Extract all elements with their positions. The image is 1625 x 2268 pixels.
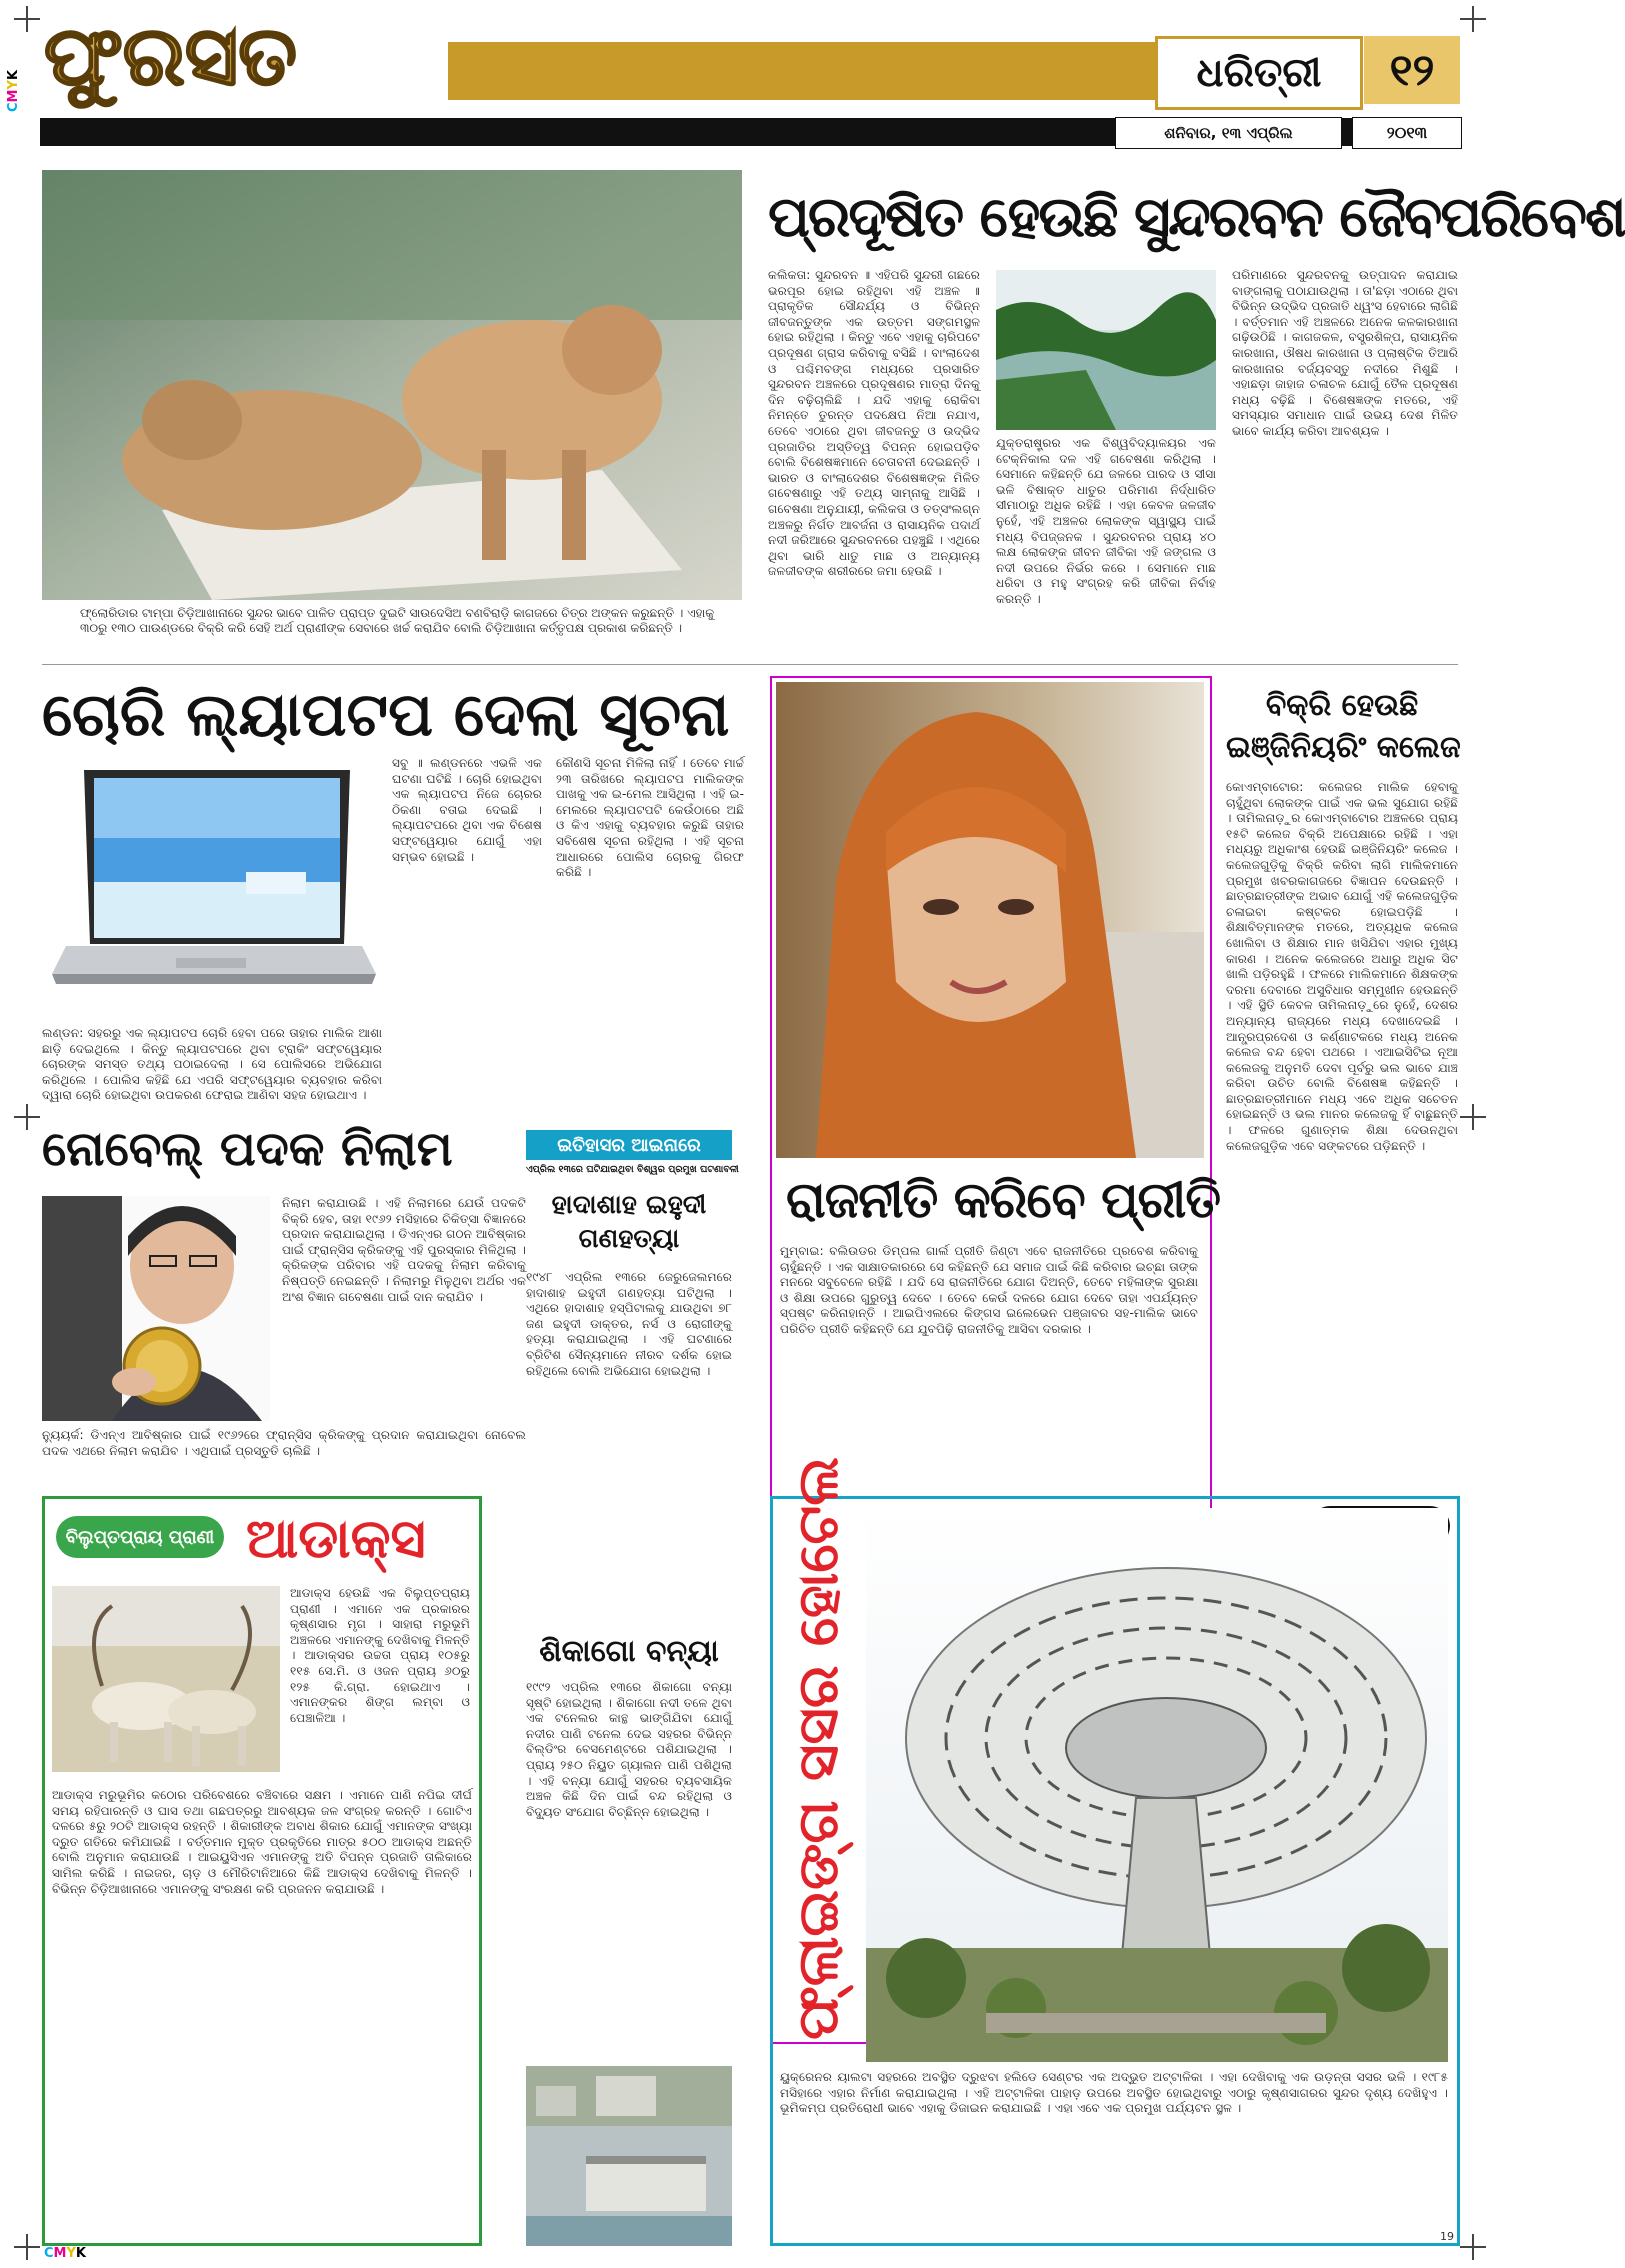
cmyk-mark: CMYK [44,2246,86,2261]
sundarban-col-1: କଲିକତା: ସୁନ୍ଦରବନ ॥ ଏହିପରି ସୁନ୍ଦରୀ ଗଛରେ ଭରପୂର ହୋଇ ରହିଥିବା ଏହି ଅଞ୍ଚଳ ॥ ପ୍ରାକୃତିକ ସୌନ୍ଦର୍ଯ୍ୟ ଓ ବିଭିନ୍ନ ଜୀବଜନ୍ତୁଙ୍କ ଏକ ଉତ୍ତମ ସଙ୍ଗମସ୍ଥଳ ହୋଇ ରହିଥିଲା । କିନ୍ତୁ ଏବେ ଏହାକୁ ଚାରିପଟେ ପ୍ରଦୂଷଣ ଗ୍ରାସ କରିବାକୁ ବସିଛି । ବାଂଲାଦେଶ ଓ ପଶ୍ଚିମବଙ୍ଗ ମଧ୍ୟରେ ପ୍ରସାରିତ ସୁନ୍ଦରବନ ଅଞ୍ଚଳରେ ପ୍ରଦୂଷଣର ମାତ୍ରା ଦିନକୁ ଦିନ ବଢ଼ିଚାଲିଛି । ଯଦି ଏହାକୁ ରୋକିବା ନିମନ୍ତେ ତୁରନ୍ତ ପଦକ୍ଷେପ ନିଆ ନଯାଏ, ତେବେ ଏଠାରେ ଥିବା ଜୀବଜନ୍ତୁ ଓ ଉଦ୍ଭିଦ ପ୍ରଜାତିର ଅସ୍ତିତ୍ୱ ବିପନ୍ନ ହୋଇପଡ଼ିବ ବୋଲି ବିଶେଷଜ୍ଞମାନେ ଚେତାବନୀ ଦେଇଛନ୍ତି । ଭାରତ ଓ ବାଂଲାଦେଶର ବିଶେଷଜ୍ଞଙ୍କ ମିଳିତ ଗବେଷଣାରୁ ଏହି ତଥ୍ୟ ସାମ୍ନାକୁ ଆସିଛି । ଗବେଷଣା ଅନୁଯାୟୀ, କଲିକତା ଓ ତତ୍ସଂଲଗ୍ନ ଅଞ୍ଚଳରୁ ନିର୍ଗତ ଆବର୍ଜନା ଓ ରାସାୟନିକ ପଦାର୍ଥ ନଦୀ ଜରିଆରେ ସୁନ୍ଦରବନରେ ପହଞ୍ଚୁଛି । ଏଥିରେ ଥିବା ଭାରି ଧାତୁ ମାଛ ଓ ଅନ୍ୟାନ୍ୟ ଜଳଜୀବଙ୍କ ଶରୀରରେ ଜମା ହେଉଛି । [768,268,980,579]
divider [42,664,1458,665]
nobel-caption: ନ୍ୟୁୟର୍କ: ଡିଏନ୍ଏ ଆବିଷ୍କାର ପାଇଁ ୧୯୬୨ରେ ଫ୍ରାନ୍ସିସ କ୍ରିକଙ୍କୁ ପ୍ରଦାନ କରାଯାଇଥିବା ନୋବେଲ ପଦକ ଏଥରେ ନିଲାମ କରାଯିବ । ଏଥିପାଇଁ ପ୍ରସ୍ତୁତି ଚାଲିଛି । [42,1428,526,1458]
preity-photo [776,682,1204,1158]
flood-art [526,2066,732,2246]
cats-painting-photo [42,170,742,600]
sundarban-col-2: ଯୁକ୍ତରାଷ୍ଟ୍ରର ଏକ ବିଶ୍ୱବିଦ୍ୟାଳୟର ଏକ ଟେକ୍ନିକାଲ ଦଳ ଏହି ଗବେଷଣା କରିଥିଲା । ସେମାନେ କହିଛନ୍ତି ଯେ ଜଳରେ ପାରଦ ଓ ସୀସା ଭଳି ବିଷାକ୍ତ ଧାତୁର ପରିମାଣ ନିର୍ଦ୍ଧାରିତ ସୀମାଠାରୁ ଅଧିକ ରହିଛି । ଏହା କେବଳ ଜଳଜୀବ ନୁହେଁ, ଏହି ଅଞ୍ଚଳର ଲୋକଙ୍କ ସ୍ୱାସ୍ଥ୍ୟ ପାଇଁ ମଧ୍ୟ ବିପଜ୍ଜନକ । ସୁନ୍ଦରବନର ପ୍ରାୟ ୪୦ ଲକ୍ଷ ଲୋକଙ୍କ ଜୀବନ ଜୀବିକା ଏହି ଜଙ୍ଗଲ ଓ ନଦୀ ଉପରେ ନିର୍ଭର କରେ । ସେମାନେ ମାଛ ଧରିବା ଓ ମହୁ ସଂଗ୍ରହ କରି ଜୀବିକା ନିର୍ବାହ କରନ୍ତି । [996,436,1216,606]
page-number: ୧୨ [1389,44,1435,96]
cats-photo-art [42,170,742,600]
saucer-building-art [866,1508,1448,2062]
addax-text-bottom: ଆଡାକ୍ସ ମରୁଭୂମିର କଠୋର ପରିବେଶରେ ବଞ୍ଚିବାରେ ସକ୍ଷମ । ଏମାନେ ପାଣି ନପିଇ ଦୀର୍ଘ ସମୟ ରହିପାରନ୍ତି ଓ ଘାସ ତଥା ଗଛପତ୍ରରୁ ଆବଶ୍ୟକ ଜଳ ସଂଗ୍ରହ କରନ୍ତି । ଗୋଟିଏ ଦଳରେ ୫ରୁ ୨୦ଟି ଆଡାକ୍ସ ରହନ୍ତି । ଶିକାରୀଙ୍କ ଅବାଧ ଶିକାର ଯୋଗୁଁ ଏମାନଙ୍କ ସଂଖ୍ୟା ଦ୍ରୁତ ଗତିରେ କମିଯାଇଛି । ବର୍ତ୍ତମାନ ମୁକ୍ତ ପ୍ରକୃତିରେ ମାତ୍ର ୫୦୦ ଆଡାକ୍ସ ଅଛନ୍ତି ବୋଲି ଅନୁମାନ କରାଯାଉଛି । ଆଇୟୁସିଏନ ଏମାନଙ୍କୁ ଅତି ବିପନ୍ନ ପ୍ରଜାତି ତାଲିକାରେ ସାମିଲ କରିଛି । ନାଇଜର, ଚାଡ଼ ଓ ମୌରିଟାନିଆରେ କିଛି ଆଡାକ୍ସ ଦେଖିବାକୁ ମିଳନ୍ତି । ବିଭିନ୍ନ ଚିଡ଼ିଆଖାନାରେ ଏମାନଙ୍କୁ ସଂରକ୍ଷଣ କରି ପ୍ରଜନନ କରାଯାଉଛି । [52,1788,472,1896]
preity-headline: ରାଜନୀତି କରିବେ ପ୍ରୀତି [786,1171,1220,1229]
date-text: ଶନିବାର, ୧୩ ଏପ୍ରିଲ [1164,124,1293,142]
wonder-text: ୟୁକ୍ରେନର ୟାଲଟା ସହରରେ ଅବସ୍ଥିତ ଦ୍ରୁଝବା ହଲିଡେ ସେଣ୍ଟର ଏକ ଅଦ୍ଭୁତ ଅଟ୍ଟାଳିକା । ଏହା ଦେଖିବାକୁ ଏକ ଉଡ଼ନ୍ତା ସସର ଭଳି । ୧୯୮୫ ମସିହାରେ ଏହାର ନିର୍ମାଣ କରାଯାଇଥିଲା । ଏହି ଅଟ୍ଟାଳିକା ପାହାଡ଼ ଉପରେ ଅବସ୍ଥିତ ହୋଇଥିବାରୁ ଏଠାରୁ କୃଷ୍ଣସାଗରର ସୁନ୍ଦର ଦୃଶ୍ୟ ଦେଖିହୁଏ । ଭୂମିକମ୍ପ ପ୍ରତିରୋଧୀ ଭାବେ ଏହାକୁ ଡିଜାଇନ କରାଯାଇଛି । ଏହା ଏବେ ଏକ ପ୍ରମୁଖ ପର୍ଯ୍ୟଟନ ସ୍ଥଳ । [780,2070,1448,2116]
engineering-text: କୋଏମ୍ବାଟୋର: କଲେଜର ମାଲିକ ହେବାକୁ ଚାହୁଁଥିବା ଲୋକଙ୍କ ପାଇଁ ଏକ ଭଲ ସୁଯୋଗ ରହିଛି । ତାମିଲନାଡ଼ୁର କୋଏମ୍ବାଟୋର ଅଞ୍ଚଳରେ ପ୍ରାୟ ୧୫ଟି କଲେଜ ବିକ୍ରି ଅପେକ୍ଷାରେ ରହିଛି । ଏହା ମଧ୍ୟରୁ ଅଧିକାଂଶ ହେଉଛି ଇଞ୍ଜିନିୟରିଂ କଲେଜ । କଲେଜଗୁଡ଼ିକୁ ବିକ୍ରି କରିବା ଲାଗି ମାଲିକମାନେ ପ୍ରମୁଖ ଖବରକାଗଜରେ ବିଜ୍ଞାପନ ଦେଉଛନ୍ତି । ଛାତ୍ରଛାତ୍ରୀଙ୍କ ଅଭାବ ଯୋଗୁଁ ଏହି କଲେଜଗୁଡ଼ିକ ଚଳାଇବା କଷ୍ଟକର ହୋଇପଡ଼ିଛି । ଶିକ୍ଷାବିତ୍ମାନଙ୍କ ମତରେ, ଅତ୍ୟଧିକ କଲେଜ ଖୋଲିବା ଓ ଶିକ୍ଷାର ମାନ ଖସିଯିବା ଏହାର ମୁଖ୍ୟ କାରଣ । ଅନେକ କଲେଜରେ ଅଧାରୁ ଅଧିକ ସିଟ ଖାଲି ପଡ଼ିରହୁଛି । ଫଳରେ ମାଲିକମାନେ ଶିକ୍ଷକଙ୍କ ଦରମା ଦେବାରେ ଅସୁବିଧାର ସମ୍ମୁଖୀନ ହେଉଛନ୍ତି । ଏହି ସ୍ଥିତି କେବଳ ତାମିଲନାଡ଼ୁରେ ନୁହେଁ, ଦେଶର ଅନ୍ୟାନ୍ୟ ରାଜ୍ୟରେ ମଧ୍ୟ ଦେଖାଦେଇଛି । ଆନ୍ଧ୍ରପ୍ରଦେଶ ଓ କର୍ଣ୍ଣାଟକରେ ମଧ୍ୟ ଅନେକ କଲେଜ ବନ୍ଦ ହେବା ପଥରେ । ଏଆଇସିଟିଇ ନୂଆ କଲେଜକୁ ଅନୁମତି ଦେବା ପୂର୍ବରୁ ଭଲ ଭାବେ ଯାଞ୍ଚ କରିବା ଉଚିତ ବୋଲି ବିଶେଷଜ୍ଞ କହିଛନ୍ତି । ଛାତ୍ରଛାତ୍ରୀମାନେ ମଧ୍ୟ ଏବେ ଅଧିକ ସଚେତନ ହୋଇଛନ୍ତି ଓ ଭଲ ମାନର କଲେଜକୁ ହିଁ ବାଛୁଛନ୍ତି । ଫଳରେ ଗୁଣାତ୍ମକ ଶିକ୍ଷା ଦେଉନଥିବା କଲେଜଗୁଡ଼ିକ ଏବେ ସଙ୍କଟରେ ପଡ଼ିଛନ୍ତି । [1226,780,1458,1153]
laptop-headline: ଚୋରି ଲ୍ୟାପଟପ ଦେଲା ସୂଚନା [42,680,730,750]
sundarban-col-3: ପରିମାଣରେ ସୁନ୍ଦରବନକୁ ଉତ୍ପାଦନ କରାଯାଇ ବାଙ୍ଗଲାକୁ ପଠାଯାଉଥିଲା । ତା'ଛଡ଼ା ଏଠାରେ ଥିବା ବିଭିନ୍ନ ଉଦ୍ଭିଦ ପ୍ରଜାତି ଧ୍ୱଂସ ହେବାରେ ଲାଗିଛି । ବର୍ତ୍ତମାନ ଏହି ଅଞ୍ଚଳରେ ଅନେକ କଳକାରଖାନା ଗଢ଼ିଉଠିଛି । କାଗଜକଳ, ବସ୍ତ୍ରଶିଳ୍ପ, ରାସାୟନିକ କାରଖାନା, ଔଷଧ କାରଖାନା ଓ ପ୍ଲାଷ୍ଟିକ ତିଆରି କାରଖାନାର ବର୍ଜ୍ୟବସ୍ତୁ ନଦୀରେ ମିଶୁଛି । ଏହାଛଡ଼ା ଜାହାଜ ଚଳାଚଳ ଯୋଗୁଁ ତୈଳ ପ୍ରଦୂଷଣ ମଧ୍ୟ ବଢ଼ିଛି । ବିଶେଷଜ୍ଞଙ୍କ ମତରେ, ଏହି ସମସ୍ୟାର ସମାଧାନ ପାଇଁ ଉଭୟ ଦେଶ ମିଳିତ ଭାବେ କାର୍ଯ୍ୟ କରିବା ଆବଶ୍ୟକ । [1232,268,1458,438]
wonder-vertical-title: ଫ୍ଲାଇଙ୍ଗ ସସର ହୋଟେଲ [786,1457,851,2040]
history-item1-title: ହାଦାଶାହ ଇହୁଦୀ ଗଣହତ୍ୟା [551,1190,707,1254]
history-item1-text: ୧୯୪୮ ଏପ୍ରିଲ ୧୩ରେ ଜେରୁଜେଲମରେ ହାଦାଶାହ ଇହୁଦୀ ଗଣହତ୍ୟା ଘଟିଥିଲା । ଏଥିରେ ହାଦାଶାହ ହସ୍ପିଟାଲକୁ ଯାଉଥିବା ୭୮ ଜଣ ଇହୁଦୀ ଡାକ୍ତର, ନର୍ସ ଓ ରୋଗୀଙ୍କୁ ହତ୍ୟା କରାଯାଇଥିଲା । ଏହି ଘଟଣାରେ ବ୍ରିଟିଶ ସୈନ୍ୟମାନେ ନୀରବ ଦର୍ଶକ ହୋଇ ରହିଥିଲେ ବୋଲି ଅଭିଯୋଗ ହୋଇଥିଲା । [526,1270,732,1378]
nobel-text: ନିଲାମ କରାଯାଉଛି । ଏହି ନିଲାମରେ ଯେଉଁ ପଦକଟି ବିକ୍ରି ହେବ, ତାହା ୧୯୬୨ ମସିହାରେ ଚିକିତ୍ସା ବିଜ୍ଞାନରେ ପ୍ରଦାନ କରାଯାଇଥିଲା । ଡିଏନ୍ଏର ଗଠନ ଆବିଷ୍କାର ପାଇଁ ଫ୍ରାନ୍ସିସ କ୍ରିକଙ୍କୁ ଏହି ପୁରସ୍କାର ମିଳିଥିଲା । କ୍ରିକଙ୍କ ପରିବାର ଏହି ପଦକକୁ ନିଲାମ କରିବାକୁ ନିଷ୍ପତ୍ତି ନେଇଛନ୍ତି । ନିଲାମରୁ ମିଳୁଥିବା ଅର୍ଥର ଏକ ଅଂଶ ବିଜ୍ଞାନ ଗବେଷଣା ପାଇଁ ଦାନ କରାଯିବ । [282,1196,526,1304]
sundarban-headline: ପ୍ରଦୂଷିତ ହେଉଛି ସୁନ୍ଦରବନ ଜୈବପରିବେଶ [768,185,1625,250]
history-subtitle: ଏପ୍ରିଲ ୧୩ରେ ଘଟିଯାଇଥିବା ବିଶ୍ୱର ପ୍ରମୁଖ ଘଟଣାବଳୀ [526,1164,739,1175]
year-text: ୨୦୧୩ [1386,123,1428,142]
paper-name-box [1155,36,1363,110]
footer-page-number: 19 [1440,2230,1454,2243]
addax-headline: ଆଡାକ୍ସ [246,1507,426,1570]
addax-text-top: ଆଡାକ୍ସ ହେଉଛି ଏକ ବିଲୁପ୍ତପ୍ରାୟ ପ୍ରାଣୀ । ଏମାନେ ଏକ ପ୍ରକାରର କୃଷ୍ଣସାର ମୃଗ । ସାହାରା ମରୁଭୂମି ଅଞ୍ଚଳରେ ଏମାନଙ୍କୁ ଦେଖିବାକୁ ମିଳନ୍ତି । ଆଡାକ୍ସର ଉଚ୍ଚତା ପ୍ରାୟ ୧୦୫ରୁ ୧୧୫ ସେ.ମି. ଓ ଓଜନ ପ୍ରାୟ ୬୦ରୁ ୧୨୫ କି.ଗ୍ରା. ହୋଇଥାଏ । ଏମାନଙ୍କର ଶିଙ୍ଗ ଲମ୍ବା ଓ ପେଞ୍ଚାଳିଆ । [290,1586,470,1725]
wonder-vertical-title-wrap [780,1457,860,2050]
laptop-col-1: ସବୁ ॥ ଲଣ୍ଡନରେ ଏଭଳି ଏକ ଘଟଣା ଘଟିଛି । ଚୋରି ହୋଇଥିବା ଏକ ଲ୍ୟାପଟପ ନିଜେ ଚୋରର ଠିକଣା ବତାଇ ଦେଇଛି । ଲ୍ୟାପଟପରେ ଥିବା ଏକ ବିଶେଷ ସଫ୍ଟୱେୟାର ଯୋଗୁଁ ଏହା ସମ୍ଭବ ହୋଇଛି । [392,756,542,864]
date-box [1115,117,1342,149]
laptop-photo [46,762,376,987]
addax-tag [56,1516,224,1558]
registration-mark [1460,2234,1486,2260]
sundarban-mangrove-photo [996,270,1216,430]
registration-mark [1460,1104,1486,1130]
section-title [40,8,420,104]
laptop-art [46,762,376,987]
section-title-text: ଫୁରସତ [44,9,297,104]
addax-tag-text: ବିଲୁପ୍ତପ୍ରାୟ ପ୍ରାଣୀ [65,1526,215,1548]
nobel-headline: ନୋବେଲ୍ ପଦକ ନିଲାମ [42,1121,453,1177]
cats-photo-caption: ଫ୍ଲୋରିଡାର ଟାମ୍ପା ଚିଡ଼ିଆଖାନାରେ ସୁନ୍ଦର ଭାବେ ପାଳିତ ପ୍ରାପ୍ତ ଦୁଇଟି ସାଉଦେସିଅ ବଣବିରାଡ଼ି କାଗଜରେ ଚିତ୍ର ଅଙ୍କନ କରୁଛନ୍ତି । ଏହାକୁ ୩୦ରୁ ୧୩୦ ପାଉଣ୍ଡରେ ବିକ୍ରି କରି ସେହି ଅର୍ଥ ପ୍ରାଣୀଙ୍କ ସେବାରେ ଖର୍ଚ୍ଚ କରାଯିବ ବୋଲି ଚିଡ଼ିଆଖାନା କର୍ତ୍ତୃପକ୍ଷ ପ୍ରକାଶ କରିଛନ୍ତି । [80,606,715,635]
nobel-medal-photo [42,1196,270,1421]
medal-art [42,1196,270,1421]
preity-text: ମୁମ୍ବାଇ: ବଲିଉଡର ଡିମ୍ପଲ ଗାର୍ଲ ପ୍ରୀତି ଜିଣ୍ଟା ଏବେ ରାଜନୀତିରେ ପ୍ରବେଶ କରିବାକୁ ଚାହୁଁଛନ୍ତି । ଏକ ସାକ୍ଷାତକାରରେ ସେ କହିଛନ୍ତି ଯେ ସମାଜ ପାଇଁ କିଛି କରିବାର ଇଚ୍ଛା ତାଙ୍କ ମନରେ ସବୁବେଳେ ରହିଛି । ଯଦି ସେ ରାଜନୀତିରେ ଯୋଗ ଦିଅନ୍ତି, ତେବେ ମହିଳାଙ୍କ ସୁରକ୍ଷା ଓ ଶିକ୍ଷା ଉପରେ ଗୁରୁତ୍ୱ ଦେବେ । ତେବେ କେଉଁ ଦଳରେ ଯୋଗ ଦେବେ ତାହା ଏପର୍ଯ୍ୟନ୍ତ ସ୍ପଷ୍ଟ କରିନାହାନ୍ତି । ଆଇପିଏଲରେ କିଙ୍ଗସ ଇଲେଭେନ ପଞ୍ଜାବର ସହ-ମାଲିକ ଭାବେ ପରିଚିତ ପ୍ରୀତି କହିଛନ୍ତି ଯେ ଯୁବପିଢ଼ି ରାଜନୀତିକୁ ଆସିବା ଦରକାର । [780,1244,1198,1336]
page-number-box [1364,36,1460,104]
preity-art [776,682,1204,1158]
laptop-col-2: କୌଣସି ସୂଚନା ମିଳିଲା ନାହିଁ । ତେବେ ମାର୍ଚ୍ଚ ୨୩ ତାରିଖରେ ଲ୍ୟାପଟପ ମାଲିକଙ୍କ ପାଖକୁ ଏକ ଇ-ମେଲ ଆସିଥିଲା । ଏହି ଇ-ମେଲରେ ଲ୍ୟାପଟପଟି କେଉଁଠାରେ ଅଛି ଓ କିଏ ଏହାକୁ ବ୍ୟବହାର କରୁଛି ତାହାର ସବିଶେଷ ସୂଚନା ରହିଥିଲା । ଏହି ସୂଚନା ଆଧାରରେ ପୋଲିସ ଚୋରକୁ ଗିରଫ କରିଛି । [556,756,744,880]
history-banner-text: ଇତିହାସର ଆଇନାରେ [557,1134,701,1156]
year-box [1352,117,1462,149]
engineering-headline-2: ଇଞ୍ଜିନିୟରିଂ କଲେଜ [1226,730,1461,765]
registration-mark [14,6,40,32]
flying-saucer-building-photo [866,1508,1448,2062]
chicago-flood-photo [526,2066,732,2246]
registration-mark [14,2234,40,2260]
section-title-art [40,8,420,104]
paper-name: ଧରିତ୍ରୀ [1196,50,1322,96]
addax-photo [52,1586,280,1772]
registration-mark [1460,6,1486,32]
history-banner [526,1130,732,1160]
engineering-headline-1: ବିକ୍ରି ହେଉଛି [1265,688,1419,723]
history-item2-text: ୧୯୯୨ ଏପ୍ରିଲ ୧୩ରେ ଶିକାଗୋ ବନ୍ୟା ସୃଷ୍ଟି ହୋଇଥିଲା । ଶିକାଗୋ ନଦୀ ତଳେ ଥିବା ଏକ ଟନେଲର କାନ୍ଥ ଭାଙ୍ଗିଯିବା ଯୋଗୁଁ ନଦୀର ପାଣି ଟନେଲ ଦେଇ ସହରର ବିଭିନ୍ନ ବିଲ୍ଡିଂର ବେସମେଣ୍ଟରେ ପଶିଯାଇଥିଲା । ପ୍ରାୟ ୨୫୦ ନିୟୁତ ଗ୍ୟାଲନ ପାଣି ପଶିଥିଲା । ଏହି ବନ୍ୟା ଯୋଗୁଁ ସହରର ବ୍ୟବସାୟିକ ଅଞ୍ଚଳ କିଛି ଦିନ ପାଇଁ ବନ୍ଦ ରହିଥିଲା ଓ ବିଦ୍ୟୁତ ସଂଯୋଗ ବିଚ୍ଛିନ୍ନ ହୋଇଥିଲା । [526,1680,732,1819]
cmyk-mark: CMYK [6,70,21,112]
addax-art [52,1586,280,1772]
laptop-bottom-text: ଲଣ୍ଡନ: ସହରରୁ ଏକ ଲ୍ୟାପଟପ ଚୋରି ହେବା ପରେ ତାହାର ମାଲିକ ଆଶା ଛାଡ଼ି ଦେଇଥିଲେ । କିନ୍ତୁ ଲ୍ୟାପଟପରେ ଥିବା ଟ୍ରାକିଂ ସଫ୍ଟୱେୟାର ଚୋରଙ୍କ ସମସ୍ତ ତଥ୍ୟ ପଠାଇଦେଲା । ସେ ପୋଲିସରେ ଅଭିଯୋଗ କରିଥିଲେ । ପୋଲିସ କହିଛି ଯେ ଏପରି ସଫ୍ଟୱେୟାର ବ୍ୟବହାର କରିବା ଦ୍ୱାରା ଚୋରି ହୋଇଥିବା ଉପକରଣ ଫେରାଇ ଆଣିବା ସହଜ ହୋଇଥାଏ । [42,1026,382,1103]
mangrove-art [996,270,1216,430]
registration-mark [14,1104,40,1130]
history-item2-title: ଶିକାଗୋ ବନ୍ୟା [539,1634,719,1669]
